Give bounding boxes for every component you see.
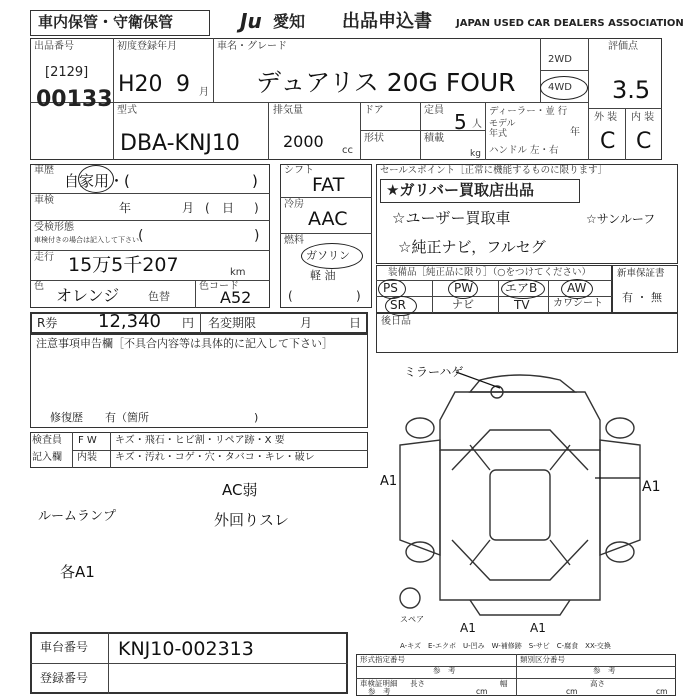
type-number-ref: 参 考 bbox=[433, 666, 456, 675]
lot-number: 00133 bbox=[36, 87, 113, 112]
handle-side: ハンドル 左・右 bbox=[489, 145, 559, 156]
equip-ps: PS bbox=[383, 281, 398, 295]
load-unit: kg bbox=[470, 149, 481, 159]
receive-open: ( bbox=[138, 228, 144, 244]
dealer-type: ディーラー・並 行 bbox=[489, 106, 568, 117]
ac-label: 冷房 bbox=[284, 199, 304, 210]
grade-exterior-value: C bbox=[600, 129, 616, 154]
name-change-day: 日 bbox=[349, 316, 362, 330]
cert-detail-label: 車検証明細 bbox=[360, 679, 398, 688]
cert-ref-label: 参 考 bbox=[368, 687, 391, 696]
inspector-label: 検査員 bbox=[32, 435, 62, 446]
color-value: オレンジ bbox=[56, 286, 120, 305]
inspector-fw: F W bbox=[78, 435, 97, 446]
car-name: デュアリス 20G FOUR bbox=[256, 68, 516, 97]
mileage-label: 走行 bbox=[34, 252, 54, 263]
inspection-open: ( bbox=[205, 201, 210, 215]
capacity-unit: 人 bbox=[472, 119, 482, 130]
chassis-label: 車台番号 bbox=[40, 640, 89, 654]
width-unit: cm bbox=[566, 687, 578, 696]
damage-legend: A-キズ E-エクボ U-凹み W-補修跡 S-サビ C-腐食 XX-交換 bbox=[400, 642, 611, 650]
history-close: ) bbox=[252, 172, 258, 190]
ju-logo: Ju bbox=[240, 9, 262, 33]
drive-2wd: 2WD bbox=[548, 54, 572, 65]
length-unit: cm bbox=[476, 687, 488, 696]
dealer-year-unit: 年 bbox=[570, 127, 580, 138]
fuel-close: ) bbox=[356, 289, 361, 303]
car-name-label: 車名・グレード bbox=[217, 41, 287, 52]
displacement-unit: cc bbox=[342, 145, 353, 156]
capacity-value: 5 bbox=[454, 110, 467, 134]
model-label: 型式 bbox=[117, 105, 137, 116]
sales-point-3: ☆純正ナビ，フルセグ bbox=[398, 238, 546, 256]
equipment-label: 装備品［純正品に限り］（○をつけてください） bbox=[388, 267, 592, 278]
warranty-label: 新車保証書 bbox=[617, 268, 665, 279]
displacement-value: 2000 bbox=[283, 132, 324, 151]
equip-aw: AW bbox=[567, 281, 587, 295]
repair-history-close: ) bbox=[254, 411, 259, 424]
reg-era-year: H20 bbox=[118, 72, 163, 97]
model-value: DBA-KNJ10 bbox=[120, 131, 240, 156]
warranty-options: 有 ・ 無 bbox=[622, 291, 662, 304]
inspector-entry-label: 記入欄 bbox=[32, 452, 62, 463]
receive-label: 受検形態 bbox=[34, 222, 74, 233]
fuel-gasoline: ガソリン bbox=[306, 249, 350, 262]
equip-airbag: エアB bbox=[505, 281, 538, 295]
storage-title: 車内保管・守衛保管 bbox=[38, 13, 174, 31]
door-label: ドア bbox=[364, 105, 384, 116]
equip-navi: ナビ bbox=[452, 298, 474, 311]
capacity-label: 定員 bbox=[424, 105, 444, 116]
note-outer-scratch: 外回りスレ bbox=[214, 511, 290, 529]
equip-leather: カワシート bbox=[553, 298, 603, 309]
shift-label: シフト bbox=[284, 165, 314, 176]
shift-value: FAT bbox=[312, 174, 345, 196]
inspector-interior: 内装 bbox=[77, 452, 97, 463]
fuel-diesel: 軽 油 bbox=[310, 269, 336, 282]
form-title: 出品申込書 bbox=[342, 11, 432, 32]
color-label: 色 bbox=[34, 281, 44, 292]
reg-label: 初度登録年月 bbox=[117, 41, 177, 52]
note-ac-weak: AC弱 bbox=[222, 481, 258, 499]
drive-4wd: 4WD bbox=[548, 82, 572, 93]
class-number-ref: 参 考 bbox=[593, 666, 616, 675]
grade-label: 評価点 bbox=[608, 41, 638, 52]
dealer-model: モデル bbox=[489, 119, 516, 129]
association-name: JAPAN USED CAR DEALERS ASSOCIATION bbox=[456, 18, 684, 29]
reg-month-unit: 月 bbox=[199, 87, 209, 98]
mileage-value: 15万5千207 bbox=[68, 254, 179, 276]
grade-value: 3.5 bbox=[612, 76, 651, 104]
fuel-open: ( bbox=[288, 289, 293, 303]
name-change-month: 月 bbox=[300, 316, 313, 330]
inspection-year: 年 bbox=[119, 201, 132, 215]
equip-tv: TV bbox=[514, 298, 530, 312]
grade-exterior-label: 外 装 bbox=[594, 112, 618, 123]
mileage-unit: km bbox=[230, 267, 246, 278]
logo-prefecture: 愛知 bbox=[273, 12, 306, 31]
sales-label: セールスポイント［正常に機能するものに限ります］ bbox=[380, 165, 608, 176]
registration-label: 登録番号 bbox=[40, 671, 89, 685]
sales-ribbon: ★ガリバー買取店出品 bbox=[386, 181, 534, 199]
note-u-a1: A1 bbox=[460, 621, 476, 635]
note-mirror: ミラーハゲ bbox=[404, 365, 464, 379]
note-various: 各A1 bbox=[60, 563, 95, 581]
inspector-interior-items: キズ・汚れ・コゲ・穴・タバコ・キレ・破レ bbox=[115, 452, 315, 463]
height-unit: cm bbox=[656, 687, 668, 696]
color-code-label: 色コード bbox=[199, 281, 239, 292]
recycle-unit: 円 bbox=[182, 316, 195, 330]
note-right-a1: A1 bbox=[642, 479, 661, 495]
lot-subnumber: [2129] bbox=[45, 65, 89, 80]
load-label: 積載 bbox=[424, 133, 444, 144]
receive-close: ) bbox=[254, 228, 260, 244]
grade-interior-value: C bbox=[636, 129, 652, 154]
lot-label: 出品番号 bbox=[34, 41, 74, 52]
fuel-label: 燃料 bbox=[284, 235, 304, 246]
history-value: 自家用・( bbox=[64, 172, 130, 190]
displacement-label: 排気量 bbox=[273, 105, 303, 116]
sales-point-1: ☆ユーザー買取車 bbox=[392, 209, 511, 227]
spare-label: スペア bbox=[400, 615, 424, 624]
length-label: 長さ bbox=[410, 679, 425, 688]
equip-sr: SR bbox=[390, 298, 406, 312]
after-goods-label: 後日品 bbox=[381, 316, 411, 327]
equip-pw: PW bbox=[454, 281, 474, 295]
history-label: 車歴 bbox=[34, 165, 54, 176]
inspection-close: ) bbox=[254, 201, 259, 215]
inspection-day: 日 bbox=[222, 201, 235, 215]
inspection-month: 月 bbox=[182, 201, 195, 215]
width-label: 幅 bbox=[500, 679, 508, 688]
recycle-value: 12,340 bbox=[98, 311, 161, 332]
class-number-label: 類別区分番号 bbox=[520, 655, 565, 664]
type-number-label: 形式指定番号 bbox=[360, 655, 405, 664]
grade-interior-label: 内 装 bbox=[631, 112, 655, 123]
inspector-fw-items: キズ・飛石・ヒビ割・リペア跡・X 要 bbox=[115, 435, 285, 446]
color-change-label: 色替 bbox=[148, 290, 170, 303]
notes-label: 注意事項申告欄［不具合内容等は具体的に記入して下さい］ bbox=[36, 337, 333, 350]
dealer-year: 年式 bbox=[489, 129, 508, 139]
color-code: A52 bbox=[220, 288, 252, 307]
ac-value: AAC bbox=[308, 208, 348, 230]
repair-history: 修復歴 有（箇所 bbox=[50, 411, 149, 424]
recycle-label: R券 bbox=[37, 316, 58, 330]
name-change-label: 名変期限 bbox=[208, 316, 257, 330]
height-label: 高さ bbox=[590, 679, 605, 688]
shape-label: 形状 bbox=[364, 133, 384, 144]
reg-month: 9 bbox=[176, 72, 190, 97]
inspection-label: 車検 bbox=[34, 195, 54, 206]
note-left-a1: A1 bbox=[380, 474, 398, 489]
chassis-number: KNJ10-002313 bbox=[118, 638, 254, 660]
note-roomlamp: ルームランプ bbox=[38, 509, 117, 524]
receive-sub: 車検付きの場合は記入して下さい bbox=[34, 236, 139, 244]
note-bottom-a1: A1 bbox=[530, 621, 546, 635]
sales-point-2: ☆サンルーフ bbox=[586, 212, 656, 226]
